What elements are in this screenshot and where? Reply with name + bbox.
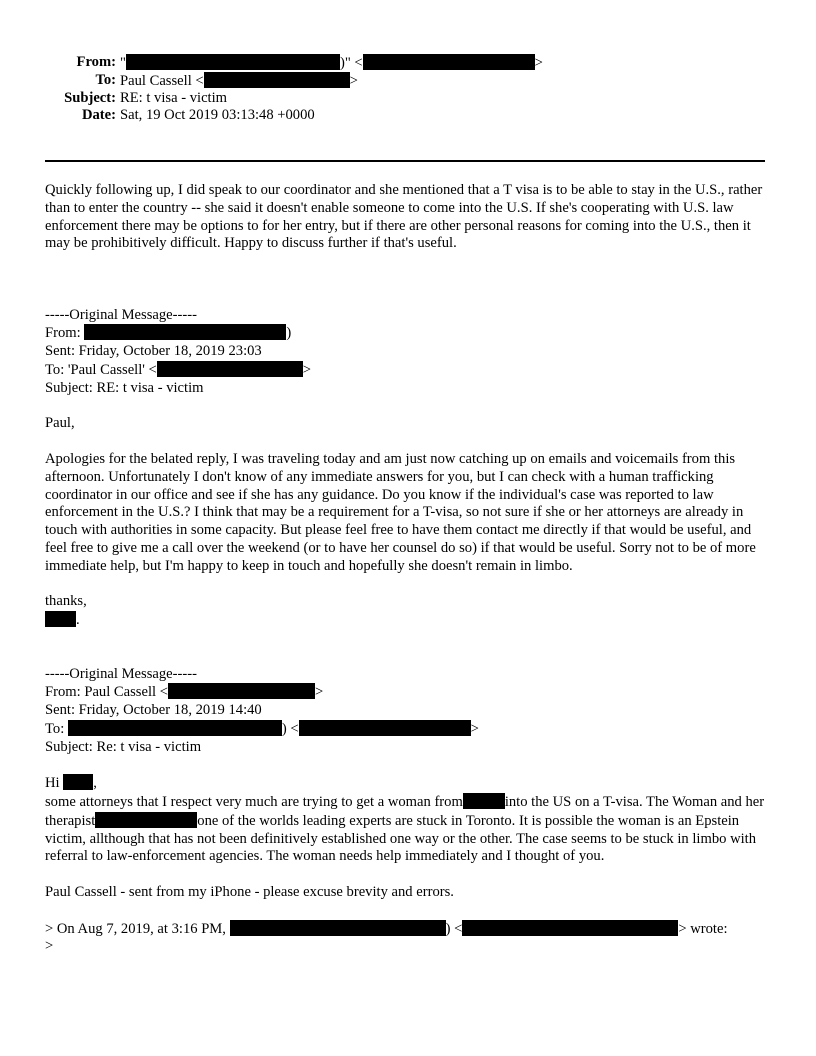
spacer	[45, 757, 773, 775]
orig2-body-part: into the US on a T-visa. The	[504, 794, 669, 811]
redaction-box	[299, 720, 471, 736]
orig2-hi: Hi	[45, 775, 64, 792]
quote-separator: ) <	[445, 920, 463, 937]
orig2-signature: Paul Cassell - sent from my iPhone - please excuse brevity and errors.	[45, 884, 454, 901]
quote-end-line: >	[45, 938, 54, 955]
original-message-1	[45, 307, 773, 630]
header-date-row	[0, 107, 816, 125]
separator-line: -----Original Message-----	[45, 306, 197, 323]
from-quote-open: "	[120, 55, 126, 71]
orig1-from-label: From:	[45, 325, 85, 342]
subject-value: RE: t visa - victim	[120, 89, 228, 106]
redaction-box	[363, 54, 535, 70]
redaction-box	[463, 793, 505, 809]
separator-line: -----Original Message-----	[45, 665, 197, 682]
redaction-box	[126, 54, 340, 70]
orig1-to	[45, 361, 773, 380]
date-label: Date:	[81, 107, 116, 124]
from-bracket-close: >	[534, 55, 543, 71]
orig1-subject: Subject: RE: t visa - victim	[45, 379, 204, 396]
subject-label: Subject:	[64, 89, 116, 106]
redaction-box	[95, 812, 197, 828]
orig2-hi-comma: ,	[93, 775, 97, 792]
to-bracket-close: >	[349, 72, 358, 89]
orig2-greeting	[45, 774, 773, 793]
date-value: Sat, 19 Oct 2019 03:13:48 +0000	[120, 107, 315, 124]
orig1-sent: Sent: Friday, October 18, 2019 23:03	[45, 343, 262, 360]
orig2-body-part: one of the worlds leading experts are stuck in Toronto. It is possible the woman is an Epstein victim, allthough that has not been definitively established one way or the other. The case seems to be stuck in limbo with referral to law-enforcement agencies. The woman needs help immediately and I thought of you.	[45, 812, 757, 865]
orig2-to-close: >	[470, 720, 479, 737]
redaction-box	[230, 920, 446, 936]
orig1-to-label: To: 'Paul Cassell' <	[45, 361, 157, 378]
quote-prefix: > On Aug 7, 2019, at 3:16 PM,	[45, 920, 230, 937]
header-subject-row	[0, 90, 816, 108]
orig2-from-close: >	[314, 684, 324, 701]
orig2-from-label: From: Paul Cassell <	[45, 684, 168, 701]
orig2-from	[45, 683, 773, 702]
orig2-body-part: some attorneys that I respect very much are trying to get a woman from	[45, 794, 463, 811]
from-value	[120, 54, 543, 72]
orig2-to	[45, 720, 773, 739]
spacer	[45, 648, 773, 666]
header-to-row	[0, 72, 816, 90]
to-name: Paul Cassell <	[120, 72, 204, 89]
spacer	[45, 271, 773, 289]
redaction-box	[462, 920, 678, 936]
redaction-box	[204, 72, 350, 88]
header-from-row	[0, 54, 816, 72]
original-message-2	[45, 666, 773, 957]
redaction-box	[68, 720, 282, 736]
orig1-from-close: )	[286, 325, 292, 342]
spacer	[45, 398, 773, 416]
orig1-signature	[45, 611, 773, 630]
quote-line	[45, 920, 773, 939]
orig1-to-close: >	[302, 361, 312, 378]
reply-paragraph: Quickly following up, I did speak to our coordinator and she mentioned that a T visa is to be able to stay in the U.S., rather than to enter the country -- she said it doesn't enable someone to come into the U.S. If she's cooperating with U.S. law enforcement there may be options to for her entry, but if there are other personal reasons for coming into the U.S., then it may be prohibitively difficult. Happy to discuss further if that's useful.	[45, 182, 763, 252]
orig1-signature-period: .	[76, 612, 80, 629]
orig2-body-part: Woman and her therapist	[45, 794, 765, 829]
orig2-sent: Sent: Friday, October 18, 2019 14:40	[45, 702, 262, 719]
quote-wrote: > wrote:	[678, 920, 728, 937]
orig1-body: Apologies for the belated reply, I was traveling today and am just now catching up on emails and voicemails from this afternoon. Unfortunately I don't know of any immediate answers for you, but I can check with a human trafficking coordinator in our office and see if she has any guidance. Do you know if the individual's case was reported to law enforcement in the U.S.? I think that may be a requirement for a T-visa, so not sure if she or her attorneys are already in touch with authorities in some capacity. But please feel free to have them contact me directly if that would be useful, and feel free to give me a call over the weekend (or to have her counsel do so) if that would be useful. Sorry not to be of more immediate help, but I'm happy to keep in touch and hopefully she doesn't remain in limbo.	[45, 450, 756, 574]
orig1-from	[45, 324, 773, 343]
redaction-box	[168, 683, 315, 699]
email-body	[45, 182, 773, 956]
redaction-box	[157, 361, 303, 377]
orig2-to-label: To:	[45, 720, 68, 737]
spacer	[45, 630, 773, 648]
to-value	[120, 72, 358, 90]
spacer	[45, 289, 773, 307]
orig2-subject: Subject: Re: t visa - victim	[45, 738, 202, 755]
orig1-closing: thanks,	[45, 593, 87, 610]
from-label: From:	[76, 54, 116, 70]
from-separator: )" <	[339, 55, 363, 71]
to-label: To:	[95, 71, 116, 88]
redaction-box	[84, 324, 286, 340]
redaction-box	[63, 774, 93, 790]
orig1-greeting: Paul,	[45, 415, 75, 432]
orig2-to-separator: ) <	[281, 720, 299, 737]
redaction-box	[45, 611, 76, 627]
header-divider	[45, 160, 765, 162]
orig2-body	[45, 793, 773, 866]
email-header	[0, 54, 816, 125]
